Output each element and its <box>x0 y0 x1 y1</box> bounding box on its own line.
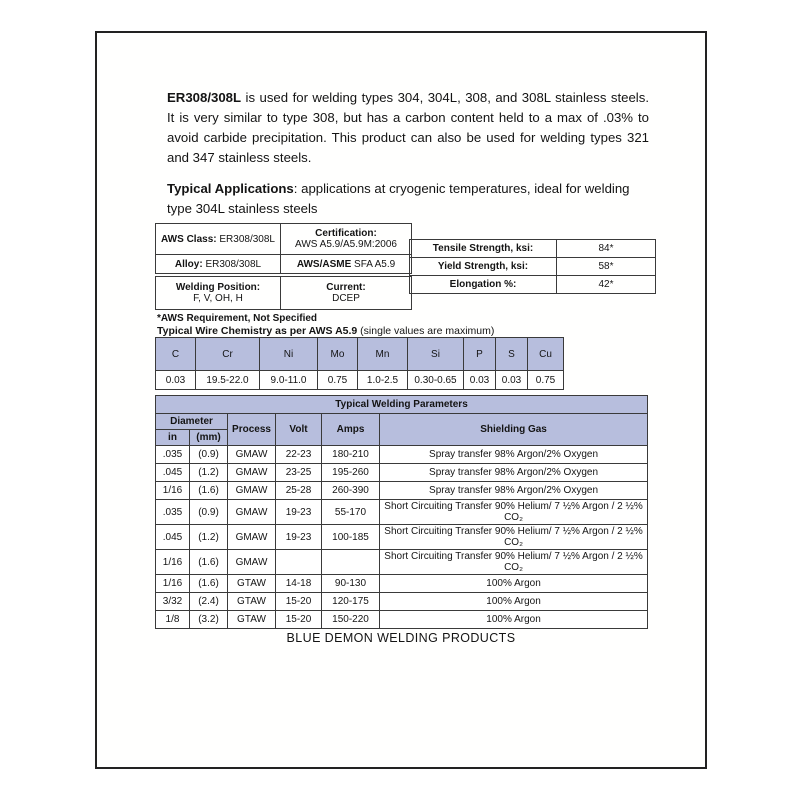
param-volt: 14-18 <box>276 575 322 593</box>
param-volt: 23-25 <box>276 464 322 482</box>
mechanical-properties-table <box>409 239 656 294</box>
param-amps <box>322 550 380 575</box>
param-row <box>156 464 648 482</box>
aws-requirement-note: *AWS Requirement, Not Specified <box>157 313 318 324</box>
param-in: .045 <box>156 525 190 550</box>
param-row <box>156 611 648 629</box>
param-process: GTAW <box>228 575 276 593</box>
tensile-value: 84* <box>557 240 656 258</box>
current-value: DCEP <box>332 293 360 304</box>
param-volt: 15-20 <box>276 611 322 629</box>
current-cell <box>281 277 412 310</box>
params-header-row <box>156 414 648 430</box>
param-row <box>156 575 648 593</box>
param-process: GMAW <box>228 525 276 550</box>
chem-header-mn: Mn <box>358 338 408 371</box>
chem-value-p: 0.03 <box>464 371 496 390</box>
applications-paragraph <box>167 179 649 219</box>
chem-header-p: P <box>464 338 496 371</box>
yield-value: 58* <box>557 258 656 276</box>
param-in: 1/16 <box>156 550 190 575</box>
param-amps: 180-210 <box>322 446 380 464</box>
param-gas: Spray transfer 98% Argon/2% Oxygen <box>380 464 648 482</box>
chem-value-cr: 19.5-22.0 <box>196 371 260 390</box>
certification-label: Certification: <box>315 228 377 239</box>
param-process: GMAW <box>228 446 276 464</box>
param-in: .035 <box>156 500 190 525</box>
param-amps: 195-260 <box>322 464 380 482</box>
table-row <box>156 224 412 255</box>
param-amps: 150-220 <box>322 611 380 629</box>
param-in: .045 <box>156 464 190 482</box>
chem-value-mo: 0.75 <box>318 371 358 390</box>
tensile-label <box>410 240 557 258</box>
chemistry-table <box>155 337 564 390</box>
tensile-label-text: Tensile Strength, ksi: <box>432 243 534 254</box>
param-volt: 15-20 <box>276 593 322 611</box>
param-in: 1/16 <box>156 482 190 500</box>
yield-label-text: Yield Strength, ksi: <box>437 261 529 272</box>
param-amps: 55-170 <box>322 500 380 525</box>
param-row <box>156 550 648 575</box>
position-cell <box>156 277 281 310</box>
table-row <box>156 277 412 310</box>
param-row <box>156 593 648 611</box>
param-gas: Spray transfer 98% Argon/2% Oxygen <box>380 482 648 500</box>
params-title: Typical Welding Parameters <box>156 396 648 414</box>
chemistry-title-rest: (single values are maximum) <box>357 325 495 337</box>
param-mm: (0.9) <box>190 500 228 525</box>
param-amps: 100-185 <box>322 525 380 550</box>
param-row <box>156 446 648 464</box>
gas-header: Shielding Gas <box>380 414 648 446</box>
awsasme-value: SFA A5.9 <box>351 258 396 270</box>
awsasme-cell <box>281 255 412 274</box>
awsasme-label: AWS/ASME <box>296 258 352 270</box>
param-gas: Short Circuiting Transfer 90% Helium/ 7 ½% Argon / 2 ½% CO₂ <box>380 500 648 525</box>
applications-label: Typical Applications <box>167 181 294 197</box>
param-mm: (3.2) <box>190 611 228 629</box>
amps-header: Amps <box>322 414 380 446</box>
param-volt: 19-23 <box>276 500 322 525</box>
param-mm: (1.6) <box>190 550 228 575</box>
chem-value-c: 0.03 <box>156 371 196 390</box>
param-process: GMAW <box>228 482 276 500</box>
current-label: Current: <box>326 282 366 293</box>
diameter-header: Diameter <box>156 414 228 430</box>
param-amps: 90-130 <box>322 575 380 593</box>
param-mm: (0.9) <box>190 446 228 464</box>
param-in: .035 <box>156 446 190 464</box>
param-gas: Short Circuiting Transfer 90% Helium/ 7 ½% Argon / 2 ½% CO₂ <box>380 525 648 550</box>
table-row <box>410 276 656 294</box>
certification-cell <box>281 224 412 255</box>
elongation-label <box>410 276 557 294</box>
intro-text: is used for welding types 304, 304L, 308, and 308L stainless steels. It is very similar to type 308, but has a carbon content held to a max of .03% to avoid carbide precipitation. This product can also be used for welding types 321 and 347 stainless steels. <box>167 90 649 165</box>
chem-header-si: Si <box>408 338 464 371</box>
param-process: GTAW <box>228 611 276 629</box>
chemistry-title <box>157 325 494 337</box>
param-volt: 25-28 <box>276 482 322 500</box>
welding-parameters-table <box>155 395 648 629</box>
param-mm: (1.2) <box>190 464 228 482</box>
chem-value-s: 0.03 <box>496 371 528 390</box>
table-row <box>410 258 656 276</box>
chemistry-title-bold: Typical Wire Chemistry as per AWS A5.9 <box>157 325 358 337</box>
param-mm: (2.4) <box>190 593 228 611</box>
param-mm: (1.6) <box>190 575 228 593</box>
param-volt <box>276 550 322 575</box>
param-in: 1/16 <box>156 575 190 593</box>
position-label: Welding Position: <box>175 282 261 293</box>
applications-text: : applications at cryogenic temperatures, ideal for welding type 304L stainless steels <box>167 181 630 216</box>
certification-value: AWS A5.9/A5.9M:2006 <box>295 239 397 250</box>
param-in: 3/32 <box>156 593 190 611</box>
aws-class-label: AWS Class: <box>161 233 217 245</box>
param-in: 1/8 <box>156 611 190 629</box>
chem-header-s: S <box>496 338 528 371</box>
params-title-row <box>156 396 648 414</box>
param-gas: Spray transfer 98% Argon/2% Oxygen <box>380 446 648 464</box>
process-header: Process <box>228 414 276 446</box>
class-table <box>155 223 412 274</box>
chem-value-cu: 0.75 <box>528 371 564 390</box>
chem-value-mn: 1.0-2.5 <box>358 371 408 390</box>
param-amps: 260-390 <box>322 482 380 500</box>
table-row <box>156 255 412 274</box>
product-name: ER308/308L <box>167 90 242 106</box>
chemistry-header-row <box>156 338 564 371</box>
yield-label <box>410 258 557 276</box>
volt-header: Volt <box>276 414 322 446</box>
chem-value-ni: 9.0-11.0 <box>260 371 318 390</box>
param-mm: (1.2) <box>190 525 228 550</box>
param-volt: 22-23 <box>276 446 322 464</box>
param-process: GMAW <box>228 464 276 482</box>
chem-header-cu: Cu <box>528 338 564 371</box>
chem-header-mo: Mo <box>318 338 358 371</box>
param-row <box>156 500 648 525</box>
param-process: GMAW <box>228 500 276 525</box>
chem-header-cr: Cr <box>196 338 260 371</box>
param-row <box>156 525 648 550</box>
mm-header: (mm) <box>190 430 228 446</box>
param-mm: (1.6) <box>190 482 228 500</box>
in-header: in <box>156 430 190 446</box>
elongation-value: 42* <box>557 276 656 294</box>
position-value: F, V, OH, H <box>193 293 243 304</box>
param-gas: 100% Argon <box>380 575 648 593</box>
footer-company-name: BLUE DEMON WELDING PRODUCTS <box>286 631 516 645</box>
document-page <box>95 31 707 769</box>
param-process: GMAW <box>228 550 276 575</box>
chem-header-c: C <box>156 338 196 371</box>
position-table <box>155 276 412 310</box>
chemistry-value-row <box>156 371 564 390</box>
param-volt: 19-23 <box>276 525 322 550</box>
chem-header-ni: Ni <box>260 338 318 371</box>
param-amps: 120-175 <box>322 593 380 611</box>
elongation-label-text: Elongation %: <box>449 279 517 290</box>
param-row <box>156 482 648 500</box>
alloy-value: ER308/308L <box>202 258 262 270</box>
alloy-label: Alloy: <box>174 258 203 270</box>
aws-class-cell <box>156 224 281 255</box>
param-gas: 100% Argon <box>380 611 648 629</box>
table-row <box>410 240 656 258</box>
intro-paragraph <box>167 88 649 167</box>
param-gas: 100% Argon <box>380 593 648 611</box>
aws-class-value: ER308/308L <box>216 233 275 245</box>
chem-value-si: 0.30-0.65 <box>408 371 464 390</box>
alloy-cell <box>156 255 281 274</box>
param-gas: Short Circuiting Transfer 90% Helium/ 7 ½% Argon / 2 ½% CO₂ <box>380 550 648 575</box>
param-process: GTAW <box>228 593 276 611</box>
